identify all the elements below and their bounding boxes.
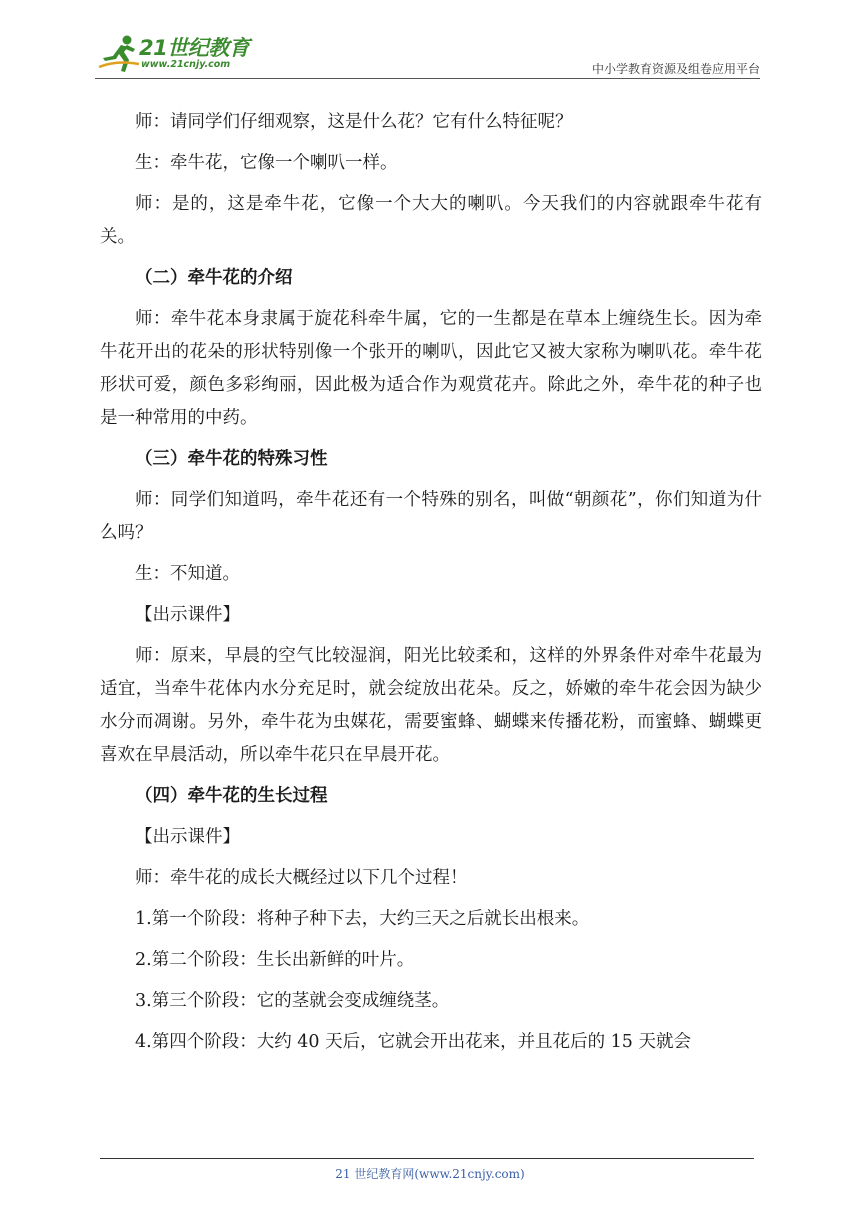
runner-icon	[97, 34, 141, 74]
section-heading: （二）牵牛花的介绍	[135, 268, 293, 288]
list-item: 1.第一个阶段：将种子种下去，大约三天之后就长出根来。	[135, 909, 590, 929]
paragraph: 师：请同学们仔细观察，这是什么花？它有什么特征呢？	[135, 112, 573, 132]
section-heading: （四）牵牛花的生长过程	[135, 786, 328, 806]
header-divider	[95, 78, 760, 79]
section-heading: （三）牵牛花的特殊习性	[135, 449, 328, 469]
list-item: 2.第二个阶段：生长出新鲜的叶片。	[135, 950, 415, 970]
footer-text: 21 世纪教育网(www.21cnjy.com)	[335, 1167, 525, 1181]
logo-text: 21世纪教育	[139, 36, 250, 60]
logo-url: www.21cnjy.com	[141, 59, 231, 70]
paragraph: 生：不知道。	[135, 564, 240, 584]
site-logo	[95, 30, 265, 78]
paragraph: 【出示课件】	[135, 605, 240, 625]
paragraph: 生：牵牛花，它像一个喇叭一样。	[135, 153, 398, 173]
paragraph: 【出示课件】	[135, 827, 240, 847]
page-header	[95, 30, 760, 80]
document-body	[100, 106, 762, 1067]
list-item: 3.第三个阶段：它的茎就会变成缠绕茎。	[135, 991, 450, 1011]
paragraph: 师：是的，这是牵牛花，它像一个大大的喇叭。今天我们的内容就跟牵牛花有关。	[100, 194, 762, 247]
paragraph: 师：牵牛花的成长大概经过以下几个过程！	[135, 868, 468, 888]
paragraph: 师：牵牛花本身隶属于旋花科牵牛属，它的一生都是在草本上缠绕生长。因为牵牛花开出的花朵的形状特别像一个张开的喇叭，因此它又被大家称为喇叭花。牵牛花形状可爱，颜色多彩绚丽，因此极为适合作为观赏花卉。除此之外，牵牛花的种子也是一种常用的中药。	[100, 309, 762, 428]
list-item: 4.第四个阶段：大约 40 天后，它就会开出花来，并且花后的 15 天就会	[135, 1032, 691, 1052]
header-tagline: 中小学教育资源及组卷应用平台	[591, 62, 760, 76]
paragraph: 师：原来，早晨的空气比较湿润，阳光比较柔和，这样的外界条件对牵牛花最为适宜，当牵牛花体内水分充足时，就会绽放出花朵。反之，娇嫩的牵牛花会因为缺少水分而凋谢。另外，牵牛花为虫媒花，需要蜜蜂、蝴蝶来传播花粉，而蜜蜂、蝴蝶更喜欢在早晨活动，所以牵牛花只在早晨开花。	[100, 646, 762, 765]
paragraph: 师：同学们知道吗，牵牛花还有一个特殊的别名，叫做“朝颜花”，你们知道为什么吗？	[100, 490, 762, 543]
footer-divider	[100, 1158, 754, 1159]
